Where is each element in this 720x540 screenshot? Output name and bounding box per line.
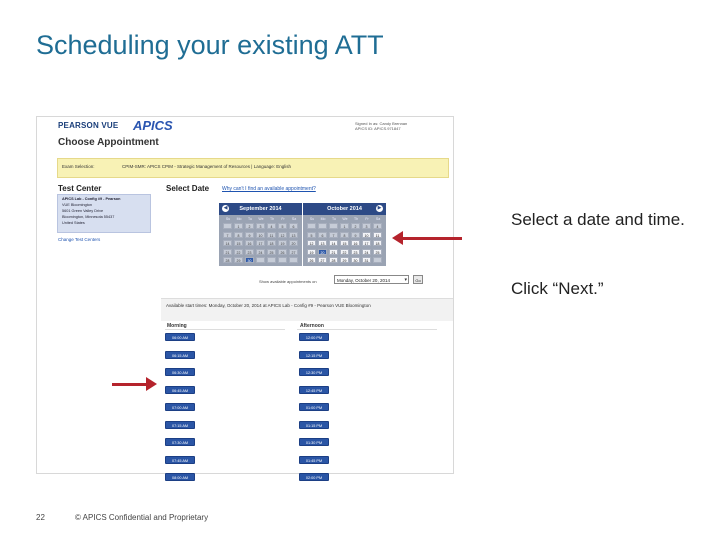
arrow-shaft bbox=[402, 237, 462, 240]
afternoon-time-button[interactable]: 12:00 PM bbox=[299, 333, 329, 341]
morning-time-button[interactable]: 07:30 AM bbox=[165, 438, 195, 446]
callout-click-next: Click “Next.” bbox=[511, 279, 604, 298]
calendar-day[interactable]: 23 bbox=[351, 249, 360, 255]
test-center-line: APICS Lab - Config #9 - Pearson bbox=[62, 197, 121, 201]
weekday-label: Fr bbox=[365, 217, 369, 221]
exam-selection-label: Exam Selection: bbox=[62, 164, 95, 169]
calendar-day[interactable]: 3 bbox=[256, 223, 265, 229]
calendar-day[interactable]: 11 bbox=[267, 232, 276, 238]
calendar-day[interactable]: 19 bbox=[278, 240, 287, 246]
calendar-day[interactable]: 16 bbox=[245, 240, 254, 246]
select-date-heading: Select Date bbox=[166, 184, 210, 193]
calendar-day[interactable]: 7 bbox=[223, 232, 232, 238]
exam-selection-value: CPIM-SMR: APICS CPIM - Strategic Management of Resources | Language: English bbox=[122, 164, 291, 169]
afternoon-time-button[interactable]: 12:30 PM bbox=[299, 368, 329, 376]
left-arrow-icon bbox=[392, 231, 403, 245]
weekday-label: Su bbox=[225, 217, 231, 221]
morning-column-header: Morning bbox=[167, 323, 187, 329]
why-cant-i-find-link[interactable]: Why can't I find an available appointment? bbox=[222, 186, 316, 192]
signed-in-text: Signed In as: Candy Brennan bbox=[355, 121, 408, 126]
calendar-day[interactable]: 26 bbox=[278, 249, 287, 255]
calendar-day[interactable]: 5 bbox=[307, 232, 316, 238]
weekday-label: Mo bbox=[236, 217, 242, 221]
calendar-day[interactable]: 31 bbox=[362, 257, 371, 263]
calendar-day[interactable]: 6 bbox=[318, 232, 327, 238]
right-arrow-icon bbox=[146, 377, 157, 391]
calendar-day[interactable]: 12 bbox=[307, 240, 316, 246]
calendar-day[interactable]: 10 bbox=[256, 232, 265, 238]
morning-time-button[interactable]: 06:45 AM bbox=[165, 386, 195, 394]
calendar-day[interactable]: 14 bbox=[329, 240, 338, 246]
calendar-day[interactable]: 16 bbox=[351, 240, 360, 246]
calendar-day[interactable]: 19 bbox=[307, 249, 316, 255]
calendar-day[interactable]: 13 bbox=[289, 232, 298, 238]
calendar-day bbox=[318, 223, 327, 229]
calendar-day[interactable]: 15 bbox=[234, 240, 243, 246]
calendar-day[interactable]: 26 bbox=[307, 257, 316, 263]
footer-copyright: © APICS Confidential and Proprietary bbox=[75, 513, 209, 522]
test-center-line: 5601 Green Valley Drive bbox=[62, 209, 104, 213]
afternoon-time-button[interactable]: 01:30 PM bbox=[299, 438, 329, 446]
calendar-day[interactable]: 8 bbox=[340, 232, 349, 238]
afternoon-time-button[interactable]: 02:00 PM bbox=[299, 473, 329, 481]
calendar-day[interactable]: 14 bbox=[223, 240, 232, 246]
calendar-day[interactable]: 1 bbox=[234, 223, 243, 229]
calendar-day[interactable]: 21 bbox=[329, 249, 338, 255]
calendar-day[interactable]: 18 bbox=[373, 240, 382, 246]
calendar-day[interactable]: 25 bbox=[267, 249, 276, 255]
date-select-value: Monday, October 20, 2014 bbox=[337, 278, 390, 283]
calendar-day[interactable]: 18 bbox=[267, 240, 276, 246]
exam-selection-bar bbox=[57, 158, 449, 178]
weekday-label: Sa bbox=[291, 217, 297, 221]
test-center-box bbox=[57, 194, 151, 233]
calendar-day bbox=[256, 257, 265, 263]
calendar-day[interactable]: 2 bbox=[245, 223, 254, 229]
afternoon-time-button[interactable]: 01:45 PM bbox=[299, 456, 329, 464]
weekday-label: Mo bbox=[320, 217, 326, 221]
calendar-day[interactable]: 6 bbox=[289, 223, 298, 229]
calendar-day[interactable]: 23 bbox=[245, 249, 254, 255]
slide-title: Scheduling your existing ATT bbox=[36, 30, 384, 60]
calendar-day[interactable]: 3 bbox=[362, 223, 371, 229]
prev-month-icon[interactable]: ◀ bbox=[223, 205, 228, 211]
calendar-day[interactable]: 28 bbox=[329, 257, 338, 263]
calendar-day[interactable]: 15 bbox=[340, 240, 349, 246]
show-appointments-label: Show available appointments on bbox=[259, 279, 317, 284]
afternoon-column-header: Afternoon bbox=[300, 323, 324, 329]
test-center-heading: Test Center bbox=[58, 184, 102, 193]
morning-time-button[interactable]: 07:45 AM bbox=[165, 456, 195, 464]
calendar-day[interactable]: 27 bbox=[318, 257, 327, 263]
weekday-label: Tu bbox=[332, 217, 336, 221]
calendar-day[interactable]: 10 bbox=[362, 232, 371, 238]
weekday-label: Th bbox=[353, 217, 359, 221]
afternoon-time-button[interactable]: 12:15 PM bbox=[299, 351, 329, 359]
calendar-day[interactable]: 21 bbox=[223, 249, 232, 255]
morning-time-button[interactable]: 06:00 AM bbox=[165, 333, 195, 341]
calendar-day[interactable]: 5 bbox=[278, 223, 287, 229]
screenshot-panel bbox=[36, 116, 454, 480]
calendar-day[interactable]: 24 bbox=[362, 249, 371, 255]
morning-time-button[interactable]: 06:15 AM bbox=[165, 351, 195, 359]
apics-logo: APICS bbox=[133, 118, 173, 133]
calendar-day bbox=[278, 257, 287, 263]
afternoon-time-button[interactable]: 01:15 PM bbox=[299, 421, 329, 429]
weekday-label: Tu bbox=[248, 217, 252, 221]
calendar-day[interactable]: 7 bbox=[329, 232, 338, 238]
weekday-label: Sa bbox=[375, 217, 381, 221]
calendar-day[interactable]: 20 bbox=[318, 249, 327, 255]
brand-header bbox=[37, 117, 453, 135]
page-number: 22 bbox=[36, 513, 45, 522]
morning-time-button[interactable]: 06:30 AM bbox=[165, 368, 195, 376]
afternoon-time-button[interactable]: 01:00 PM bbox=[299, 403, 329, 411]
calendar-day[interactable]: 4 bbox=[267, 223, 276, 229]
column-divider bbox=[165, 329, 285, 330]
calendar-day[interactable]: 9 bbox=[351, 232, 360, 238]
arrow-shaft bbox=[112, 383, 146, 386]
calendar-month-label: October 2014 bbox=[303, 203, 386, 215]
calendar-day[interactable]: 8 bbox=[234, 232, 243, 238]
change-test-center-link[interactable]: Change Test Centers bbox=[58, 237, 101, 242]
calendar-day[interactable]: 29 bbox=[340, 257, 349, 263]
calendar-day[interactable]: 1 bbox=[340, 223, 349, 229]
calendar-october bbox=[303, 203, 386, 266]
calendar-day[interactable]: 22 bbox=[234, 249, 243, 255]
calendar-month-label: September 2014 bbox=[219, 203, 302, 215]
calendar-day[interactable]: 12 bbox=[278, 232, 287, 238]
signed-in-info bbox=[355, 121, 445, 131]
apics-id-text: APICS ID: APICS.971847 bbox=[355, 126, 401, 131]
go-button[interactable]: Go bbox=[413, 275, 423, 284]
weekday-label: Fr bbox=[281, 217, 285, 221]
date-select[interactable] bbox=[334, 275, 409, 284]
calendar-day[interactable]: 17 bbox=[256, 240, 265, 246]
test-center-line: Bloomington, Minnesota 55437 bbox=[62, 215, 115, 219]
calendar-day bbox=[307, 223, 316, 229]
calendar-day[interactable]: 24 bbox=[256, 249, 265, 255]
morning-time-button[interactable]: 07:15 AM bbox=[165, 421, 195, 429]
calendar-day[interactable]: 17 bbox=[362, 240, 371, 246]
calendar-day[interactable]: 30 bbox=[351, 257, 360, 263]
calendar-day[interactable]: 25 bbox=[373, 249, 382, 255]
weekday-label: Su bbox=[309, 217, 315, 221]
available-times-text: Available start times: Monday, October 20, 2014 at APICS Lab - Config #9 - Pearson VUE Bloomington bbox=[166, 303, 371, 308]
calendar-day[interactable]: 9 bbox=[245, 232, 254, 238]
calendar-day[interactable]: 4 bbox=[373, 223, 382, 229]
calendar-day bbox=[289, 257, 298, 263]
calendar-day[interactable]: 28 bbox=[223, 257, 232, 263]
calendar-day[interactable]: 11 bbox=[373, 232, 382, 238]
weekday-label: Th bbox=[269, 217, 275, 221]
available-times-banner bbox=[161, 298, 453, 321]
calendar-day bbox=[373, 257, 382, 263]
pearson-vue-logo: PEARSON VUE bbox=[58, 121, 119, 130]
callout-select-date: Select a date and time. bbox=[511, 210, 685, 229]
calendar-day[interactable]: 20 bbox=[289, 240, 298, 246]
calendar-day bbox=[223, 223, 232, 229]
morning-time-button[interactable]: 08:00 AM bbox=[165, 473, 195, 481]
weekday-label: We bbox=[342, 217, 348, 221]
next-month-icon[interactable]: ▶ bbox=[377, 205, 382, 211]
calendar-day bbox=[267, 257, 276, 263]
weekday-label: We bbox=[258, 217, 264, 221]
page-heading: Choose Appointment bbox=[58, 137, 159, 148]
calendar-day[interactable]: 27 bbox=[289, 249, 298, 255]
morning-time-button[interactable]: 07:00 AM bbox=[165, 403, 195, 411]
chevron-down-icon: ▾ bbox=[404, 277, 407, 283]
calendar-day[interactable]: 29 bbox=[234, 257, 243, 263]
calendar-day[interactable]: 22 bbox=[340, 249, 349, 255]
calendar-day[interactable]: 30 bbox=[245, 257, 254, 263]
calendar-day bbox=[329, 223, 338, 229]
afternoon-time-button[interactable]: 12:45 PM bbox=[299, 386, 329, 394]
calendar-day[interactable]: 13 bbox=[318, 240, 327, 246]
calendar-september bbox=[219, 203, 302, 266]
test-center-line: United States bbox=[62, 221, 85, 225]
test-center-line: VUE Bloomington bbox=[62, 203, 92, 207]
calendar-day[interactable]: 2 bbox=[351, 223, 360, 229]
column-divider bbox=[297, 329, 437, 330]
